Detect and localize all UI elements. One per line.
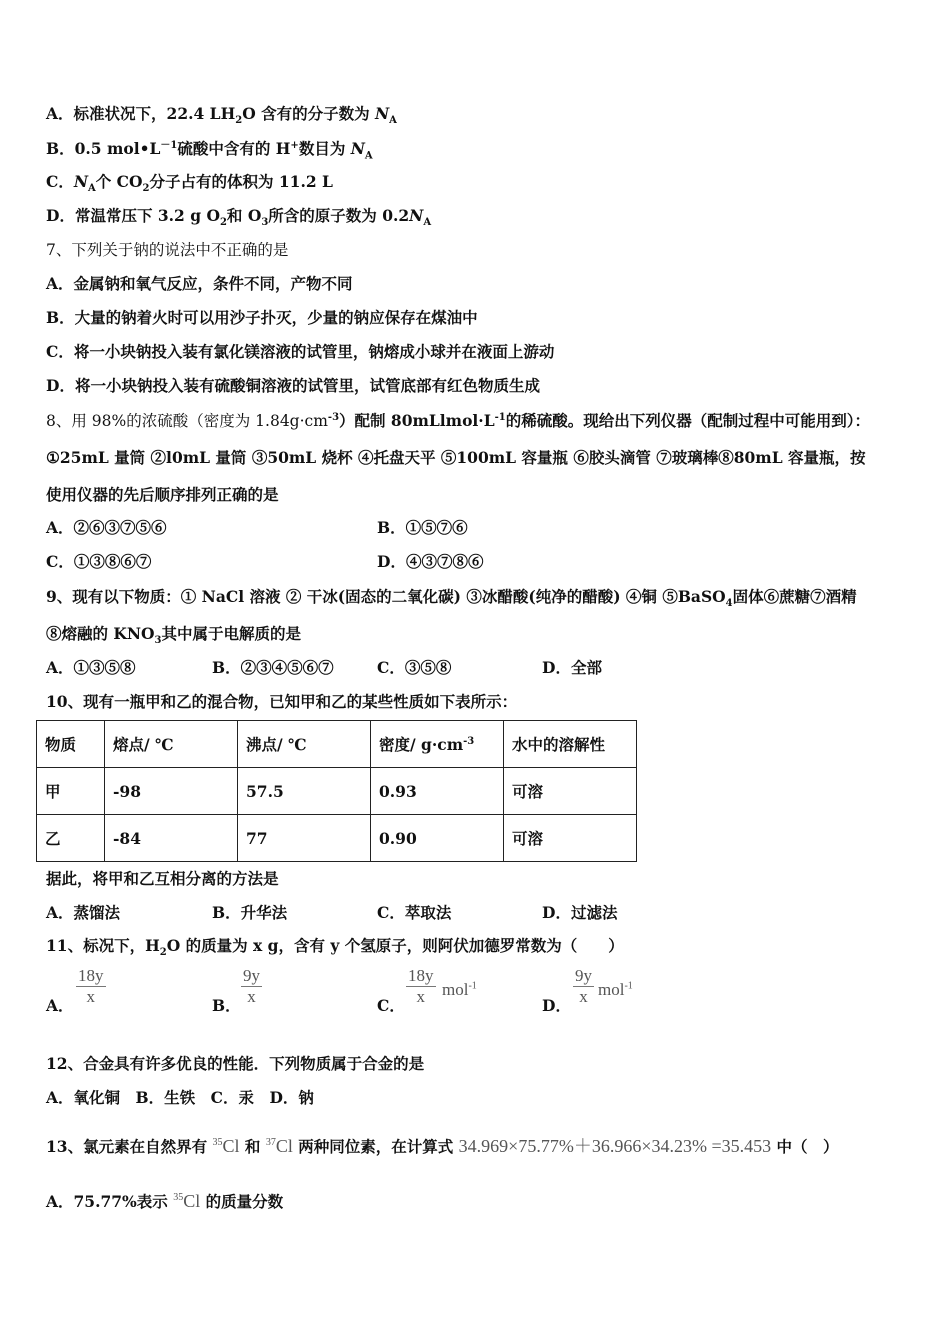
- table-cell: 77: [238, 815, 371, 862]
- q9-stem: 9、现有以下物质：① NaCl 溶液 ② 干冰(固态的二氧化碳) ③冰醋酸(纯净的醋酸) ④铜 ⑤BaSO$_4$固体⑥蔗糖⑦酒精: [46, 587, 857, 610]
- q10-option-a: A．蒸馏法: [46, 903, 121, 922]
- q11-option-d-unit: mol$^{-1}$: [598, 980, 633, 999]
- q8-option-a: A．②⑥③⑦⑤⑥: [46, 518, 167, 537]
- q6-option-d: D．常温常压下 3.2 g $O_2$和 $O_3$所含的原子数为 $0.2N_A$: [46, 206, 432, 229]
- properties-table: [36, 720, 637, 862]
- q13-stem: 13、氯元素在自然界有 $^{35}$Cl 和 $^{37}$Cl 两种同位素，在计算式 34.969×75.77%＋36.966×34.23% =35.453 中（ ）: [46, 1136, 839, 1156]
- q11-option-d-fraction: $\frac{9y}{x}$: [575, 966, 592, 1006]
- q13-formula: 34.969×75.77%＋36.966×34.23% =35.453: [458, 1136, 772, 1156]
- q11-option-b-label: B．: [212, 996, 241, 1015]
- q6-option-b: B．0.5 $mol•L^{-1}$硫酸中含有的 H+数目为 $N_A$: [46, 139, 373, 162]
- q8-option-d: D．④③⑦⑧⑥: [377, 552, 484, 571]
- table-row: [37, 815, 637, 862]
- q12-options: A．氧化铜 B．生铁 C．汞 D．钠: [46, 1088, 314, 1107]
- q11-option-a-label: A．: [46, 996, 74, 1015]
- q8-stem: 8、用 98%的浓硫酸（密度为 $1.84g\cdot cm^{-3}$）配制 $80mLlmol\cdot L^{-1}$的稀硫酸。现给出下列仪器（配制过程中可能用到）：: [46, 411, 870, 430]
- q11-option-b-fraction: $\frac{9y}{x}$: [243, 966, 260, 1006]
- table-cell: 57.5: [238, 768, 371, 815]
- q9-option-c: C．③⑤⑧: [377, 658, 452, 677]
- q7-option-d: D．将一小块钠投入装有硫酸铜溶液的试管里，试管底部有红色物质生成: [46, 376, 540, 395]
- q12-stem: 12、合金具有许多优良的性能．下列物质属于合金的是: [46, 1054, 425, 1073]
- table-cell: 可溶: [504, 768, 637, 815]
- table-header: 密度/ $g\cdot cm^{-3}$: [371, 721, 504, 768]
- table-cell: 0.90: [371, 815, 504, 862]
- isotope-cl35: $^{35}$Cl: [212, 1136, 240, 1156]
- table-cell: 乙: [37, 815, 105, 862]
- table-header: 物质: [37, 721, 105, 768]
- q9-stem-cont: ⑧熔融的 $KNO_3$其中属于电解质的是: [46, 624, 302, 647]
- q9-option-b: B．②③④⑤⑥⑦: [212, 658, 334, 677]
- table-header: 沸点/ ℃: [238, 721, 371, 768]
- q8-instrument-list: ①25mL 量筒 ②l0mL 量筒 ③50mL 烧杯 ④托盘天平 ⑤100mL 容量瓶 ⑥胶头滴管 ⑦玻璃棒⑧80mL 容量瓶，按: [46, 448, 866, 467]
- q9-option-a: A．①③⑤⑧: [46, 658, 136, 677]
- table-cell: 甲: [37, 768, 105, 815]
- q7-option-c: C．将一小块钠投入装有氯化镁溶液的试管里，钠熔成小球并在液面上游动: [46, 342, 555, 361]
- q7-option-b: B．大量的钠着火时可以用沙子扑灭，少量的钠应保存在煤油中: [46, 308, 478, 327]
- q13-option-a: A．75.77%表示 $^{35}$Cl 的质量分数: [46, 1191, 284, 1211]
- q9-option-d: D．全部: [542, 658, 602, 677]
- isotope-cl35: $^{35}$Cl: [173, 1191, 201, 1211]
- q10-stem: 10、现有一瓶甲和乙的混合物，已知甲和乙的某些性质如下表所示：: [46, 692, 518, 711]
- q10-option-c: C．萃取法: [377, 903, 452, 922]
- q11-option-c-unit: mol$^{-1}$: [442, 980, 477, 999]
- q10-option-b: B．升华法: [212, 903, 288, 922]
- table-row: [37, 768, 637, 815]
- q7-option-a: A．金属钠和氧气反应，条件不同，产物不同: [46, 274, 353, 293]
- q11-option-a-fraction: $\frac{18y}{x}$: [78, 966, 104, 1006]
- table-cell: 0.93: [371, 768, 504, 815]
- q10-option-d: D．过滤法: [542, 903, 618, 922]
- q8-option-b: B．①⑤⑦⑥: [377, 518, 468, 537]
- table-header: 熔点/ ℃: [105, 721, 238, 768]
- isotope-cl37: $^{37}$Cl: [265, 1136, 293, 1156]
- q10-followup: 据此，将甲和乙互相分离的方法是: [46, 869, 279, 888]
- table-cell: -84: [105, 815, 238, 862]
- q11-stem: 11、标况下，$H_2O$ 的质量为 x g，含有 y 个氢原子，则阿伏加德罗常数为（ ）: [46, 936, 624, 959]
- table-header: 水中的溶解性: [504, 721, 637, 768]
- q11-option-d-label: D．: [542, 996, 571, 1015]
- q11-option-c-label: C．: [377, 996, 405, 1015]
- q7-stem: 7、下列关于钠的说法中不正确的是: [46, 241, 289, 259]
- q8-option-c: C．①③⑧⑥⑦: [46, 552, 152, 571]
- q6-option-a: A．标准状况下，22.4 $LH_2O$ 含有的分子数为 $N_A$: [46, 104, 397, 127]
- table-cell: -98: [105, 768, 238, 815]
- q8-instrument-list-cont: 使用仪器的先后顺序排列正确的是: [46, 485, 279, 504]
- q11-option-c-fraction: $\frac{18y}{x}$: [408, 966, 434, 1006]
- table-cell: 可溶: [504, 815, 637, 862]
- table-header-row: [37, 721, 637, 768]
- q6-option-c: C．$N_A$个 $CO_2$分子占有的体积为 11.2 L: [46, 172, 333, 195]
